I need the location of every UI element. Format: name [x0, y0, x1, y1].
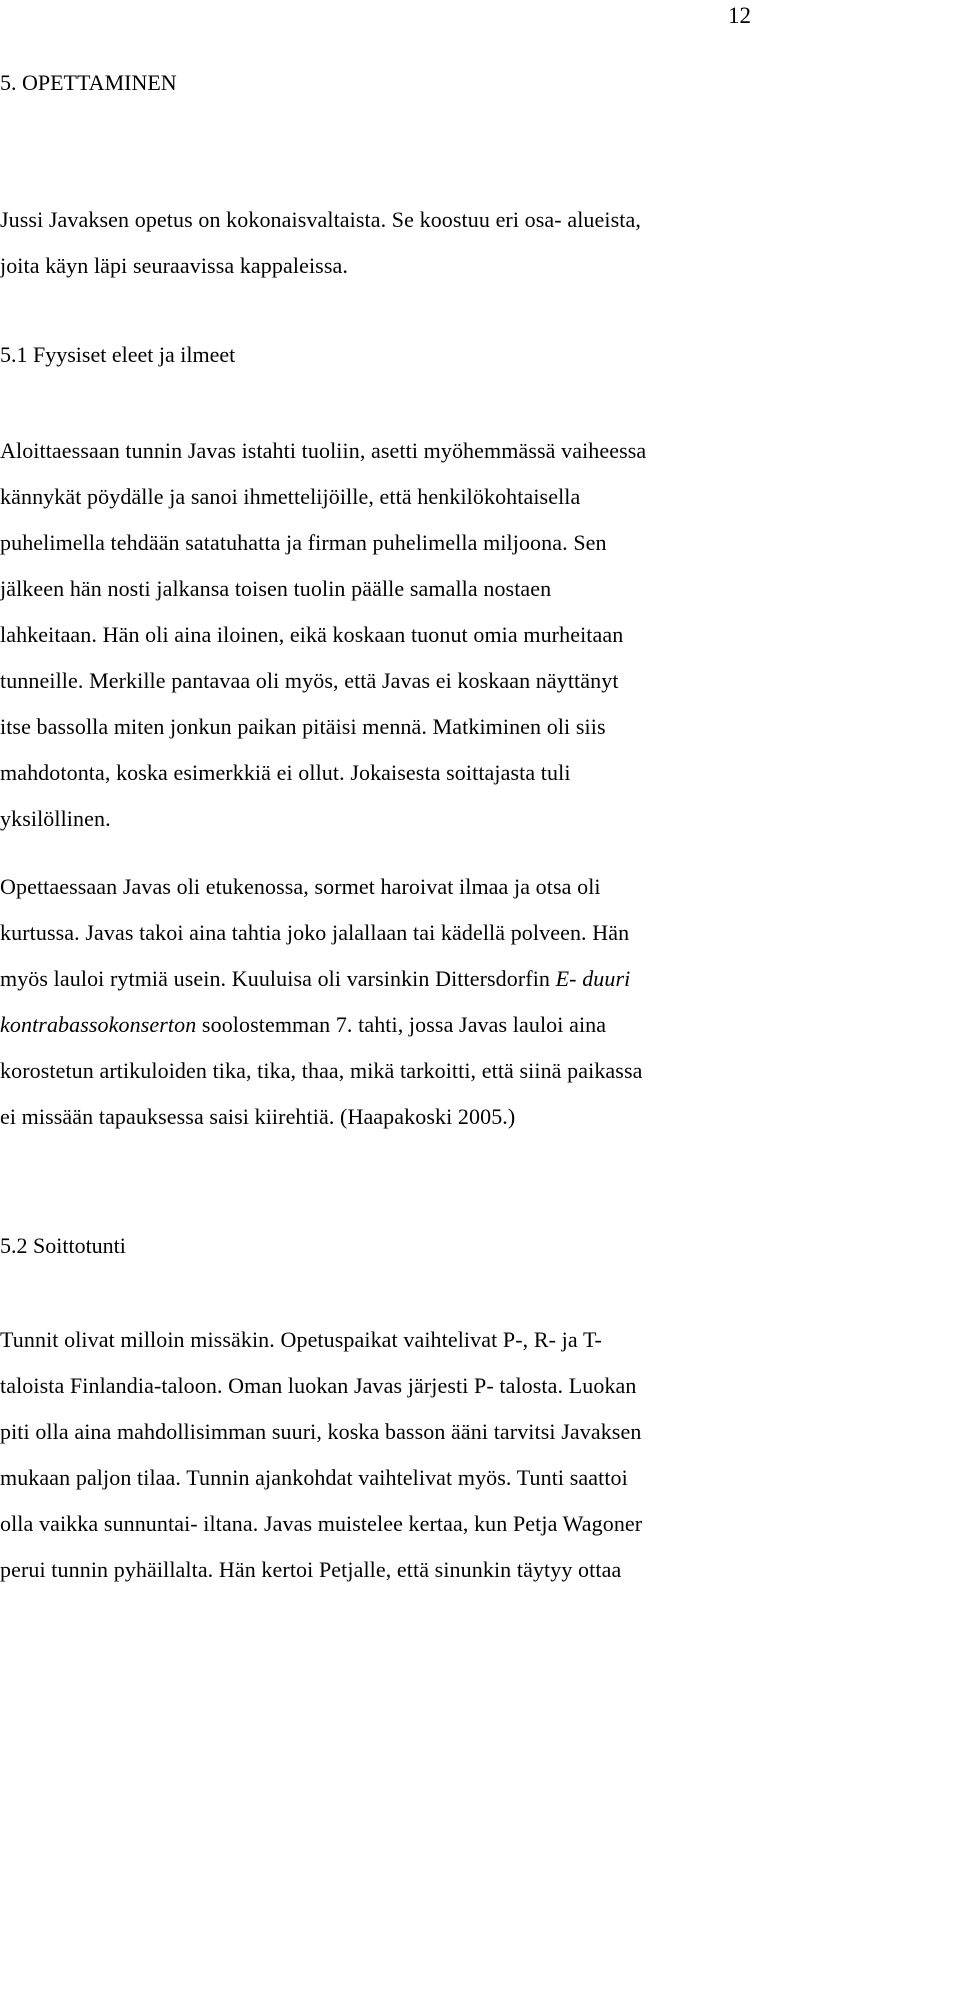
text-line: mahdotonta, koska esimerkkiä ei ollut. Jokaisesta soittajasta tuli	[0, 760, 571, 785]
text-line: kännykät pöydälle ja sanoi ihmettelijöille, että henkilökohtaisella	[0, 484, 581, 509]
text-line: lahkeitaan. Hän oli aina iloinen, eikä koskaan tuonut omia murheitaan	[0, 622, 624, 647]
text-line: taloista Finlandia-taloon. Oman luokan Javas järjesti P- talosta. Luokan	[0, 1373, 637, 1398]
text-line: tunneille. Merkille pantavaa oli myös, että Javas ei koskaan näyttänyt	[0, 668, 619, 693]
text-line: olla vaikka sunnuntai- iltana. Javas muistelee kertaa, kun Petja Wagoner	[0, 1511, 643, 1536]
italic-work-title: kontrabassokonserton	[0, 1012, 197, 1037]
text-line	[0, 956, 765, 1002]
chapter-heading: 5. OPETTAMINEN	[0, 70, 177, 95]
text-line: yksilöllinen.	[0, 806, 111, 831]
section-5-2-paragraph-1	[0, 1317, 765, 1593]
text-line: mukaan paljon tilaa. Tunnin ajankohdat vaihtelivat myös. Tunti saattoi	[0, 1465, 628, 1490]
text-line: perui tunnin pyhäillalta. Hän kertoi Petjalle, että sinunkin täytyy ottaa	[0, 1557, 622, 1582]
text-line: kurtussa. Javas takoi aina tahtia joko jalallaan tai kädellä polveen. Hän	[0, 920, 630, 945]
text-line: joita käyn läpi seuraavissa kappaleissa.	[0, 253, 348, 278]
text-run: myös lauloi rytmiä usein. Kuuluisa oli varsinkin Dittersdorfin	[0, 966, 556, 991]
text-run: soolostemman 7. tahti, jossa Javas lauloi aina	[196, 1012, 607, 1037]
section-5-1-paragraph-1	[0, 428, 765, 842]
text-line	[0, 1002, 765, 1048]
text-line: Tunnit olivat milloin missäkin. Opetuspaikat vaihtelivat P-, R- ja T-	[0, 1327, 602, 1352]
text-line: Opettaessaan Javas oli etukenossa, sormet haroivat ilmaa ja otsa oli	[0, 874, 601, 899]
text-line: puhelimella tehdään satatuhatta ja firman puhelimella miljoona. Sen	[0, 530, 607, 555]
italic-work-key: E- duuri	[555, 966, 631, 991]
section-heading-5-1: 5.1 Fyysiset eleet ja ilmeet	[0, 342, 236, 367]
text-line: jälkeen hän nosti jalkansa toisen tuolin päälle samalla nostaen	[0, 576, 552, 601]
text-line: ei missään tapauksessa saisi kiirehtiä. (Haapakoski 2005.)	[0, 1104, 516, 1129]
section-5-1-paragraph-2	[0, 864, 765, 1140]
page-number: 12	[728, 3, 751, 28]
intro-paragraph	[0, 197, 765, 289]
section-heading-5-2: 5.2 Soittotunti	[0, 1233, 126, 1258]
text-line: itse bassolla miten jonkun paikan pitäisi mennä. Matkiminen oli siis	[0, 714, 606, 739]
text-line: Jussi Javaksen opetus on kokonaisvaltaista. Se koostuu eri osa- alueista,	[0, 207, 641, 232]
text-line: Aloittaessaan tunnin Javas istahti tuoliin, asetti myöhemmässä vaiheessa	[0, 438, 647, 463]
text-line: korostetun artikuloiden tika, tika, thaa, mikä tarkoitti, että siinä paikassa	[0, 1058, 643, 1083]
text-line: piti olla aina mahdollisimman suuri, koska basson ääni tarvitsi Javaksen	[0, 1419, 642, 1444]
